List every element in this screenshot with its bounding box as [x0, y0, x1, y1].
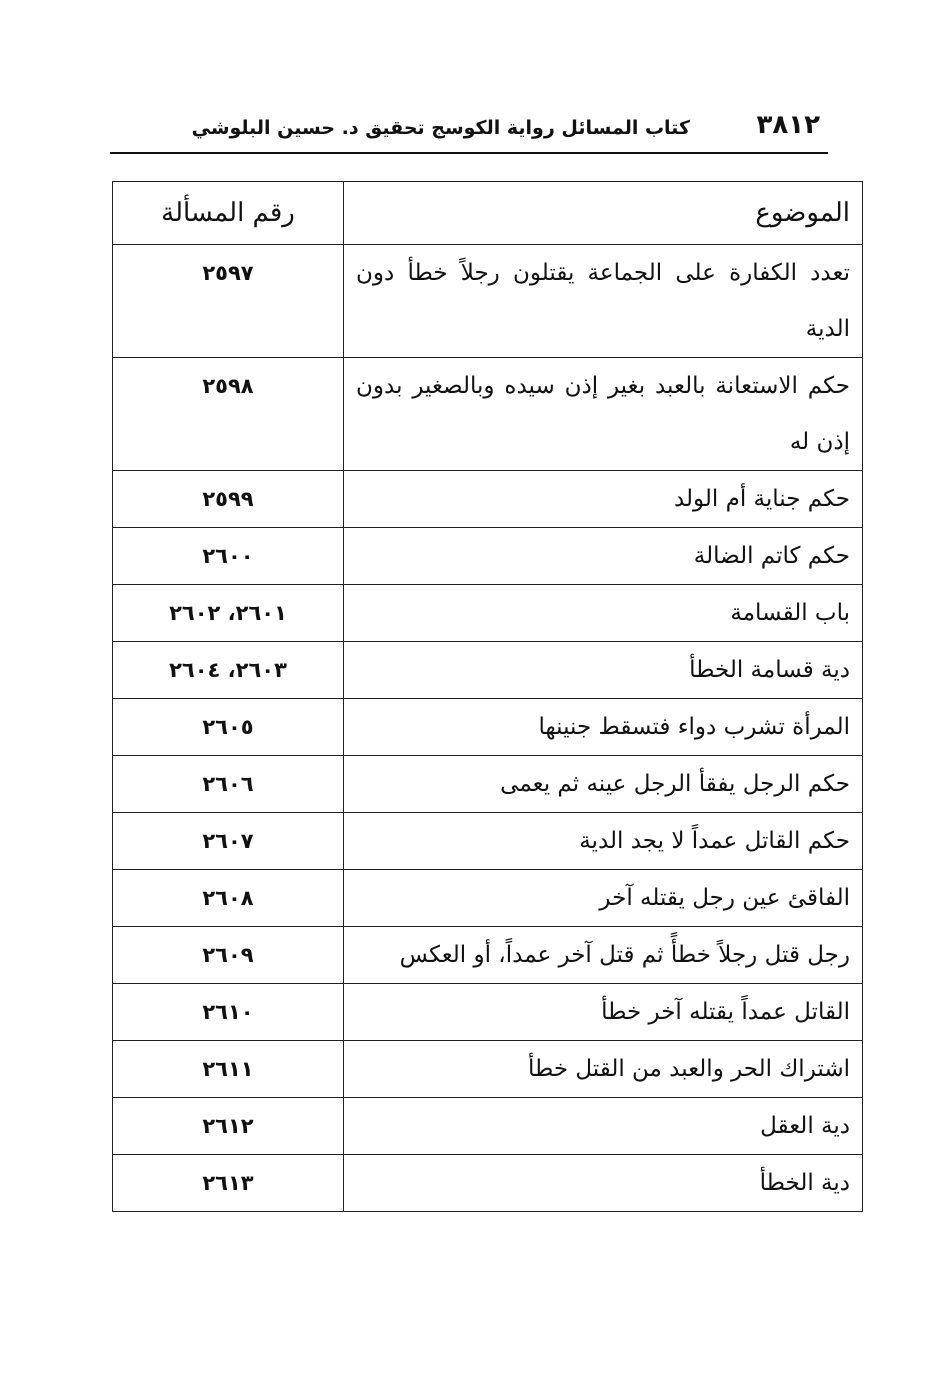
table-row [113, 699, 863, 756]
issue-number-cell: ٢٦٠٧ [113, 813, 344, 870]
issue-number-cell: ٢٦١١ [113, 1041, 344, 1098]
issue-number-cell: ٢٦١٢ [113, 1098, 344, 1155]
topic-cell: دية العقل [344, 1098, 863, 1155]
topic-cell: القاتل عمداً يقتله آخر خطأ [344, 984, 863, 1041]
issue-number-cell: ٢٦١٠ [113, 984, 344, 1041]
table-row [113, 642, 863, 699]
topic-cell: اشتراك الحر والعبد من القتل خطأ [344, 1041, 863, 1098]
page-number: ٣٨١٢ [756, 110, 820, 140]
topic-cell: حكم الاستعانة بالعبد بغير إذن سيده وبالصغير بدون إذن له [344, 358, 863, 471]
table-row [113, 585, 863, 642]
topic-cell: تعدد الكفارة على الجماعة يقتلون رجلاً خطأ دون الدية [344, 245, 863, 358]
topic-cell: دية قسامة الخطأ [344, 642, 863, 699]
topic-cell: حكم جناية أم الولد [344, 471, 863, 528]
issue-number-cell: ٢٦١٣ [113, 1155, 344, 1212]
table-row [113, 870, 863, 927]
table-header-row [113, 182, 863, 245]
issue-number-cell: ٢٦٠٥ [113, 699, 344, 756]
topic-cell: حكم القاتل عمداً لا يجد الدية [344, 813, 863, 870]
issue-number-cell: ٢٦٠٨ [113, 870, 344, 927]
table-body [113, 245, 863, 1212]
topic-column-header: الموضوع [344, 182, 863, 245]
page-header [110, 108, 828, 154]
table-row [113, 1041, 863, 1098]
issue-number-column-header: رقم المسألة [113, 182, 344, 245]
issue-number-cell: ٢٦٠٦ [113, 756, 344, 813]
table-row [113, 1155, 863, 1212]
issue-number-cell: ٢٥٩٧ [113, 245, 344, 358]
topic-cell: حكم كاتم الضالة [344, 528, 863, 585]
topic-cell: الفاقئ عين رجل يقتله آخر [344, 870, 863, 927]
table-row [113, 927, 863, 984]
topic-cell: حكم الرجل يفقأ الرجل عينه ثم يعمى [344, 756, 863, 813]
table-row [113, 984, 863, 1041]
issue-number-cell: ٢٦٠٣، ٢٦٠٤ [113, 642, 344, 699]
table-row [113, 813, 863, 870]
index-table [112, 181, 863, 1212]
issue-number-cell: ٢٥٩٩ [113, 471, 344, 528]
issue-number-cell: ٢٦٠٩ [113, 927, 344, 984]
topic-cell: باب القسامة [344, 585, 863, 642]
topic-cell: دية الخطأ [344, 1155, 863, 1212]
issue-number-cell: ٢٦٠٠ [113, 528, 344, 585]
topic-cell: المرأة تشرب دواء فتسقط جنينها [344, 699, 863, 756]
table-row [113, 528, 863, 585]
issue-number-cell: ٢٦٠١، ٢٦٠٢ [113, 585, 344, 642]
table-row [113, 471, 863, 528]
table-row [113, 756, 863, 813]
table-row [113, 245, 863, 358]
table-row [113, 358, 863, 471]
table-row [113, 1098, 863, 1155]
running-title: كتاب المسائل رواية الكوسج تحقيق د. حسين البلوشي [191, 117, 690, 139]
issue-number-cell: ٢٥٩٨ [113, 358, 344, 471]
topic-cell: رجل قتل رجلاً خطأً ثم قتل آخر عمداً، أو العكس [344, 927, 863, 984]
